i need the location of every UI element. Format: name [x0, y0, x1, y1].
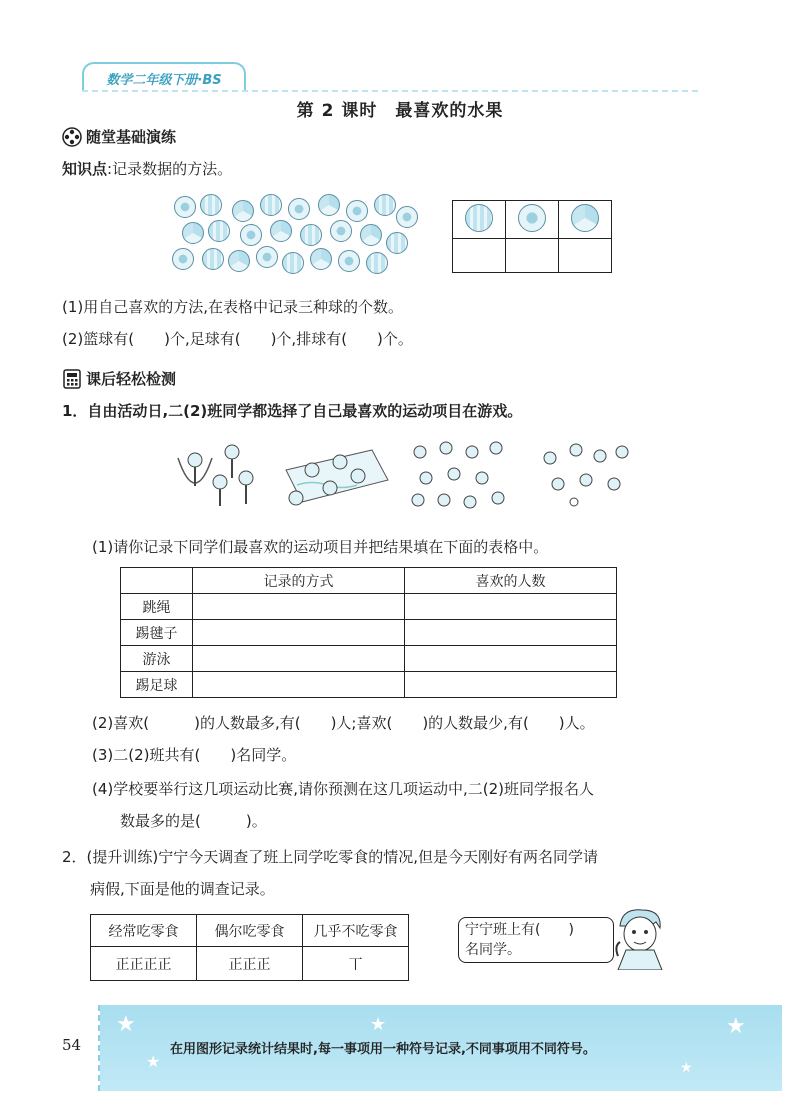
- sports-count-cell[interactable]: [405, 594, 617, 620]
- problem-1-sub-4-line-2: 数最多的是( )。: [120, 812, 267, 830]
- ball-count-table: [452, 200, 612, 273]
- page-number: 54: [62, 1036, 82, 1054]
- problem-1-sub-2: (2)喜欢( )的人数最多,有( )人;喜欢( )的人数最少,有( )人。: [92, 714, 595, 732]
- snack-tally-often: 正正正正: [91, 947, 197, 981]
- soccer-ball-header: [506, 201, 559, 239]
- speech-bubble: [458, 917, 614, 963]
- snack-survey-table: [90, 914, 409, 981]
- volleyball-icon: [571, 204, 599, 232]
- film-reel-icon: [62, 127, 82, 147]
- sports-table-header-method: 记录的方式: [193, 568, 405, 594]
- sports-method-cell[interactable]: [193, 594, 405, 620]
- calculator-icon: [62, 369, 82, 389]
- sports-row-label: 跳绳: [121, 594, 193, 620]
- problem-1-stem: 1．自由活动日,二(2)班同学都选择了自己最喜欢的运动项目在游戏。: [62, 402, 523, 420]
- basketball-icon: [465, 204, 493, 232]
- volleyball-count-cell[interactable]: [559, 239, 612, 273]
- swimming-illustration: [282, 440, 392, 510]
- snack-tally-sometimes: 正正正: [197, 947, 303, 981]
- section-heading-homework: [62, 368, 176, 389]
- bubble-line-2: 名同学。: [465, 942, 521, 958]
- soccer-illustration: [534, 440, 630, 510]
- basketball-header: [453, 201, 506, 239]
- problem-1-sub-4-line-1: (4)学校要举行这几项运动比赛,请你预测在这几项运动中,二(2)班同学报名人: [92, 780, 595, 798]
- question-1-2: (2)篮球有( )个,足球有( )个,排球有( )个。: [62, 330, 413, 348]
- section-heading-label: 随堂基础演练: [86, 128, 177, 146]
- volleyball-header: [559, 201, 612, 239]
- footer-tip: 在用图形记录统计结果时,每一事项用一种符号记录,不同事项用不同符号。: [170, 1042, 596, 1057]
- snack-header-rarely: 几乎不吃零食: [303, 915, 409, 947]
- sports-table: [120, 567, 617, 698]
- star-icon: ★: [680, 1060, 693, 1076]
- shuttlecock-illustration: [406, 440, 512, 510]
- snack-tally-rarely: 丅: [303, 947, 409, 981]
- star-icon: ★: [116, 1012, 136, 1037]
- ball-cluster-image: [170, 192, 420, 276]
- sports-count-cell[interactable]: [405, 646, 617, 672]
- problem-1-sub-1: (1)请你记录下同学们最喜欢的运动项目并把结果填在下面的表格中。: [92, 538, 549, 556]
- problem-2-stem-line-1: 2．(提升训练)宁宁今天调查了班上同学吃零食的情况,但是今天刚好有两名同学请: [62, 848, 599, 866]
- soccer-ball-icon: [518, 204, 546, 232]
- lesson-title: 第 2 课时 最喜欢的水果: [296, 101, 504, 121]
- section-heading-label: 课后轻松检测: [86, 370, 177, 388]
- header-tab: 数学二年级下册·BS: [82, 62, 246, 92]
- knowledge-label: 知识点: [62, 160, 108, 178]
- header-divider: [82, 90, 698, 92]
- soccer-ball-count-cell[interactable]: [506, 239, 559, 273]
- basketball-count-cell[interactable]: [453, 239, 506, 273]
- section-heading-practice: [62, 126, 176, 147]
- sports-row-label: 踢足球: [121, 672, 193, 698]
- star-icon: ★: [370, 1014, 387, 1035]
- question-1-1: (1)用自己喜欢的方法,在表格中记录三种球的个数。: [62, 298, 404, 316]
- sports-count-cell[interactable]: [405, 672, 617, 698]
- knowledge-text: :记录数据的方法。: [107, 160, 233, 178]
- sports-table-corner: [121, 568, 193, 594]
- jump-rope-illustration: [170, 438, 260, 508]
- sports-method-cell[interactable]: [193, 620, 405, 646]
- star-icon: ★: [146, 1052, 161, 1071]
- star-icon: ★: [726, 1014, 746, 1039]
- problem-1-sub-3: (3)二(2)班共有( )名同学。: [92, 746, 297, 764]
- bubble-line-1: 宁宁班上有( ): [465, 922, 574, 938]
- snack-header-often: 经常吃零食: [91, 915, 197, 947]
- snack-header-sometimes: 偶尔吃零食: [197, 915, 303, 947]
- problem-2-stem-line-2: 病假,下面是他的调查记录。: [90, 880, 275, 898]
- boy-illustration: [612, 906, 668, 974]
- sports-table-header-count: 喜欢的人数: [405, 568, 617, 594]
- knowledge-point: [62, 158, 232, 180]
- sports-count-cell[interactable]: [405, 620, 617, 646]
- sports-method-cell[interactable]: [193, 672, 405, 698]
- sports-method-cell[interactable]: [193, 646, 405, 672]
- sports-row-label: 游泳: [121, 646, 193, 672]
- sports-row-label: 踢毽子: [121, 620, 193, 646]
